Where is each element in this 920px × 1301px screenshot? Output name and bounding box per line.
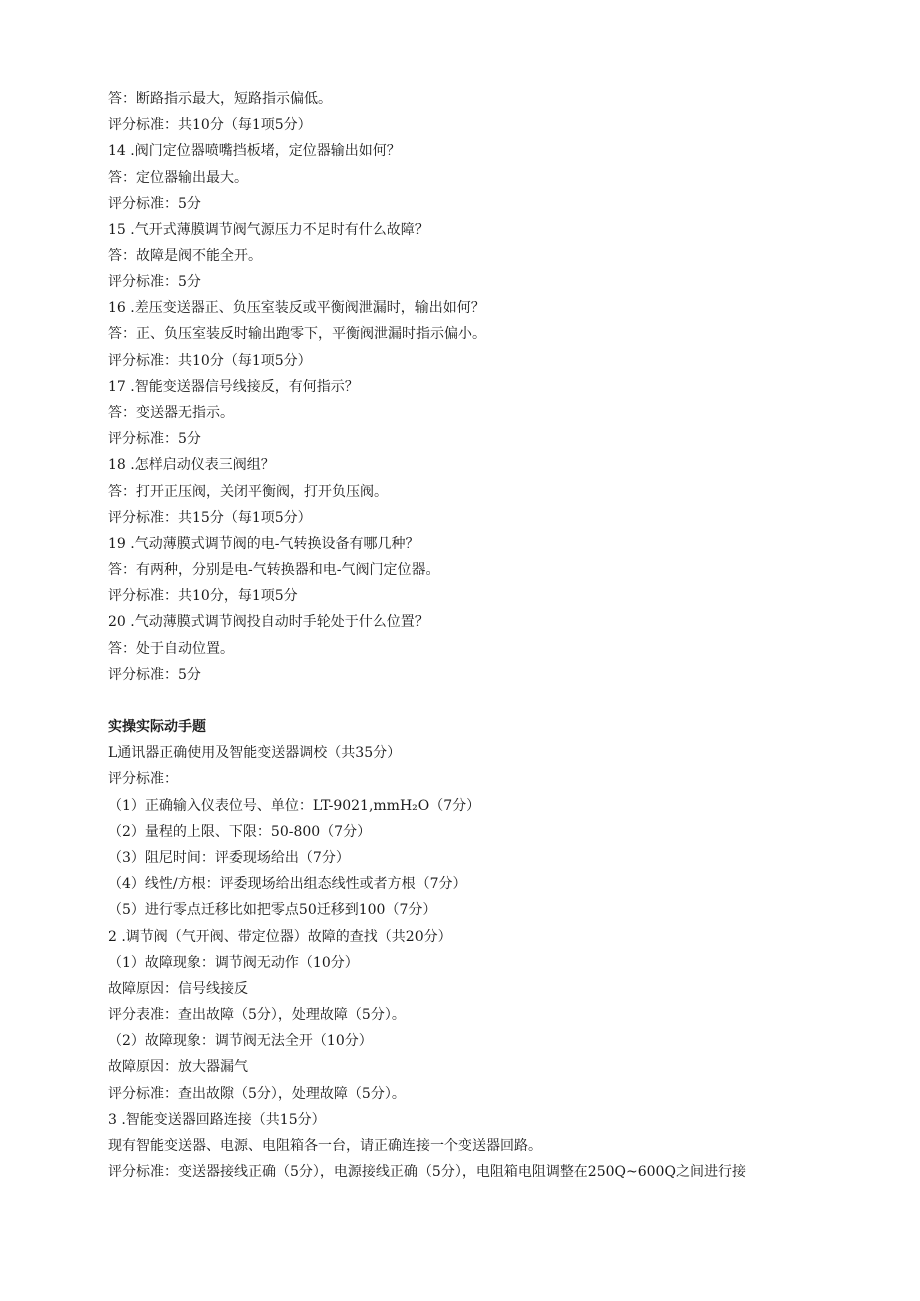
task-2-cause-2: 故障原因：放大器漏气 <box>108 1059 248 1075</box>
task-2-score-1: 评分表准：查出故障（5分），处理故障（5分）。 <box>108 1007 406 1023</box>
answer-16: 答：正、负压室装反时输出跑零下，平衡阀泄漏时指示偏小。 <box>108 326 486 342</box>
question-19: 19 .气动薄膜式调节阀的电-气转换设备有哪几种？ <box>108 536 420 552</box>
task-1-item-2: （2）量程的上限、下限：50-800（7分） <box>108 824 372 840</box>
question-20: 20 .气动薄膜式调节阀投自动时手轮处于什么位置？ <box>108 614 429 630</box>
score-17: 评分标准：5分 <box>108 431 201 447</box>
score-15: 评分标准：5分 <box>108 274 201 290</box>
answer-13: 答：断路指示最大，短路指示偏低。 <box>108 91 332 107</box>
task-1-item-5: （5）进行零点迁移比如把零点50迁移到100（7分） <box>108 902 437 918</box>
task-1-item-3: （3）阻尼时间：评委现场给出（7分） <box>108 850 350 866</box>
task-2-title: 2 .调节阀（气开阀、带定位器）故障的查找（共20分） <box>108 929 452 945</box>
score-20: 评分标准：5分 <box>108 667 201 683</box>
task-2-fault-1: （1）故障现象：调节阀无动作（10分） <box>108 955 359 971</box>
task-2-fault-2: （2）故障现象：调节阀无法全开（10分） <box>108 1033 373 1049</box>
score-16: 评分标准：共10分（每1项5分） <box>108 353 312 369</box>
question-16: 16 .差压变送器正、负压室装反或平衡阀泄漏时，输出如何？ <box>108 300 485 316</box>
answer-18: 答：打开正压阀，关闭平衡阀，打开负压阀。 <box>108 484 388 500</box>
task-3-description: 现有智能变送器、电源、电阻箱各一台，请正确连接一个变送器回路。 <box>108 1138 542 1154</box>
answer-20: 答：处于自动位置。 <box>108 641 234 657</box>
answer-19: 答：有两种，分别是电-气转换器和电-气阀门定位器。 <box>108 562 440 578</box>
question-15: 15 .气开式薄膜调节阀气源压力不足时有什么故障？ <box>108 222 429 238</box>
answer-17: 答：变送器无指示。 <box>108 405 234 421</box>
task-1-title: L通讯器正确使用及智能变送器调校（共35分） <box>108 745 402 761</box>
question-18: 18 .怎样启动仪表三阀组？ <box>108 457 275 473</box>
task-1-score-label: 评分标准： <box>108 771 178 787</box>
score-18: 评分标准：共15分（每1项5分） <box>108 510 312 526</box>
task-3-score: 评分标准：变送器接线正确（5分），电源接线正确（5分），电阻箱电阻调整在250Q~600Q之间进行接 <box>108 1164 746 1180</box>
section-heading: 实操实际动手题 <box>108 719 206 735</box>
task-3-title: 3 .智能变送器回路连接（共15分） <box>108 1112 326 1128</box>
answer-14: 答：定位器输出最大。 <box>108 170 248 186</box>
task-2-cause-1: 故障原因：信号线接反 <box>108 981 248 997</box>
task-1-item-4: （4）线性/方根：评委现场给出组态线性或者方根（7分） <box>108 876 467 892</box>
answer-15: 答：故障是阀不能全开。 <box>108 248 262 264</box>
question-17: 17 .智能变送器信号线接反，有何指示？ <box>108 379 359 395</box>
question-14: 14 .阀门定位器喷嘴挡板堵，定位器输出如何？ <box>108 143 401 159</box>
score-19: 评分标准：共10分，每1项5分 <box>108 588 298 604</box>
score-14: 评分标准：5分 <box>108 196 201 212</box>
task-1-item-1: （1）正确输入仪表位号、单位：LT-9021,mmH₂O（7分） <box>108 798 481 814</box>
score-13: 评分标准：共10分（每1项5分） <box>108 117 312 133</box>
task-2-score-2: 评分标准：查出故隙（5分），处理故障（5分）。 <box>108 1086 406 1102</box>
